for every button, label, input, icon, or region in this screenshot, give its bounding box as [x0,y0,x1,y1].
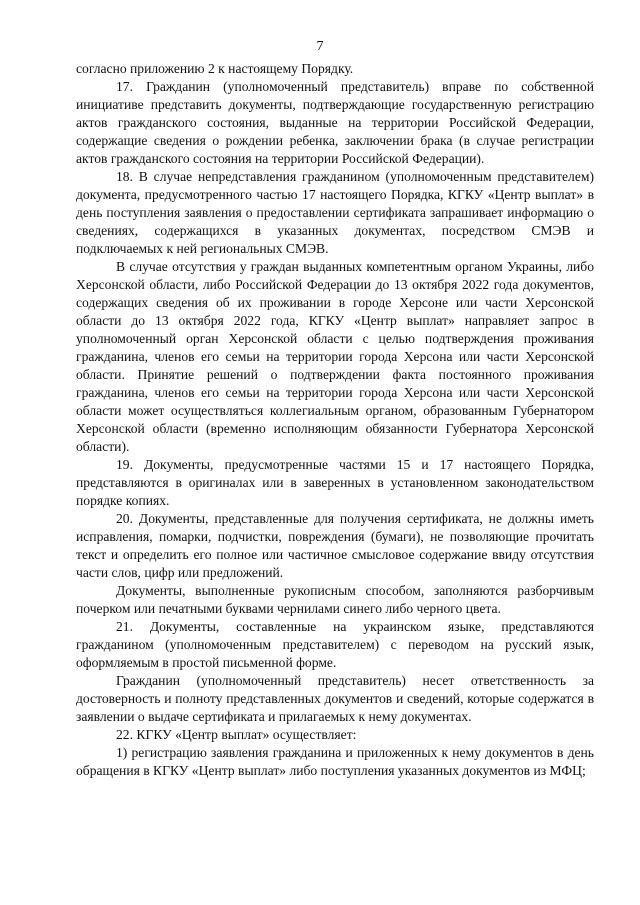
paragraph-20-handwritten: Документы, выполненные рукописным способом, заполняются разборчивым почерком или печатными буквами чернилами синего либо черного цвета. [76,583,594,616]
paragraph-19: 19. Документы, предусмотренные частями 15 и 17 настоящего Порядка, представляются в оригиналах или в заверенных в установленном законодательством порядке копиях. [76,457,594,508]
page-number: 7 [316,39,324,54]
paragraph-20: 20. Документы, представленные для получения сертификата, не должны иметь исправления, помарки, подчистки, повреждения (бумаги), не позволяющие прочитать текст и определить его полное или частичное смысловое содержание ввиду отсутствия части слов, цифр или предложений. [76,511,594,580]
paragraph-18: 18. В случае непредставления гражданином (уполномоченным представителем) документа, предусмотренного частью 17 настоящего Порядка, КГКУ «Центр выплат» в день поступления заявления о предоставлении сертификата запрашивает информацию о сведениях, содержащихся в указанных документах, посредством СМЭВ и подключаемых к ней региональных СМЭВ. [76,169,594,256]
paragraph-continuation: согласно приложению 2 к настоящему Порядку. [76,61,354,76]
paragraph-18-absence: В случае отсутствия у граждан выданных компетентным органом Украины, либо Херсонской области, либо Российской Федерации до 13 октября 2022 года документов, содержащих сведения об их проживании в городе Херсоне или части Херсонской области до 13 октября 2022 года, КГКУ «Центр выплат» направляет запрос в уполномоченный орган Херсонской области с целью подтверждения проживания гражданина, членов его семьи на территории города Херсона или части Херсонской области. Принятие решений о подтверждении факта постоянного проживания гражданина, членов его семьи на территории города Херсона или части Херсонской области может осуществляться коллегиальным органом, образованным Губернатором Херсонской области (временно исполняющим обязанности Губернатора Херсонской области). [76,259,594,454]
paragraph-21-responsibility: Гражданин (уполномоченный представитель) несет ответственность за достоверность и полноту представленных документов и сведений, которые содержатся в заявлении о выдаче сертификата и прилагаемых к нему документах. [76,673,594,724]
paragraph-22: 22. КГКУ «Центр выплат» осуществляет: [116,727,357,742]
document-body [76,60,594,780]
paragraph-21: 21. Документы, составленные на украинском языке, представляются гражданином (уполномоченным представителем) с переводом на русский язык, оформляемым в простой письменной форме. [76,619,594,670]
paragraph-17: 17. Гражданин (уполномоченный представитель) вправе по собственной инициативе представить документы, подтверждающие государственную регистрацию актов гражданского состояния, выданные на территории Российской Федерации, содержащие сведения о рождении ребенка, заключении брака (в случае регистрации актов гражданского состояния на территории Российской Федерации). [76,79,594,166]
paragraph-22-item-1: 1) регистрацию заявления гражданина и приложенных к нему документов в день обращения в КГКУ «Центр выплат» либо поступления указанных документов из МФЦ; [76,745,594,778]
